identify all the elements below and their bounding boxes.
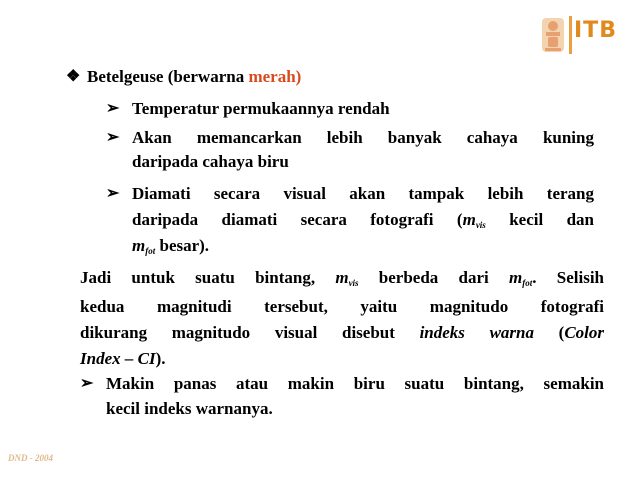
para-l1-text: Jadi untuk suatu bintang, (80, 268, 336, 287)
ganesha-emblem-icon (540, 16, 566, 54)
obs-line3-end: besar). (155, 236, 210, 255)
sub-item-emission-line2: daripada cahaya biru (132, 152, 289, 171)
vis-subscript: vis (348, 278, 359, 288)
sub-item-observation-line1: Diamati secara visual akan tampak lebih terang (132, 184, 594, 203)
item-hotter-line1: Makin panas atau makin biru suatu bintang, semakin (106, 374, 604, 393)
itb-logo (540, 14, 622, 58)
sub-item-observation-line2 (132, 210, 594, 235)
item-hotter-line2: kecil indeks warnanya. (106, 399, 273, 418)
arrow-bullet-icon: ➢ (106, 129, 120, 146)
indeks-warna-term: indeks warna (419, 323, 534, 342)
color-index-term: Index – CI (80, 349, 156, 368)
logo-separator (569, 16, 572, 54)
para-l1-end: . Selisih (532, 268, 604, 287)
para-l3-text: dikurang magnitudo visual disebut (80, 323, 420, 342)
vis-subscript: vis (475, 220, 486, 230)
fot-subscript: fot (145, 246, 156, 256)
logo-text: ITB (574, 18, 617, 43)
obs-line2-text: daripada diamati secara fotografi ( (132, 210, 463, 229)
fot-subscript: fot (522, 278, 533, 288)
m-symbol: m (335, 268, 349, 287)
paragraph-line4 (80, 349, 166, 369)
diamond-bullet-icon: ❖ (66, 68, 81, 85)
sub-item-temperature: Temperatur permukaannya rendah (132, 99, 390, 118)
paragraph-line3 (80, 323, 604, 343)
arrow-bullet-icon: ➢ (106, 185, 120, 202)
m-symbol: m (509, 268, 523, 287)
para-l3-paren: ( (534, 323, 565, 342)
paragraph-line2: kedua magnitudi tersebut, yaitu magnitudo fotografi (80, 297, 604, 316)
item-betelgeuse (87, 67, 301, 87)
m-symbol: m (132, 236, 146, 255)
para-l1-mid: berbeda dari (358, 268, 510, 287)
para-l4-end: ). (155, 349, 166, 368)
obs-line2-end: kecil dan (485, 210, 594, 229)
paragraph-line1 (80, 268, 604, 293)
sub-item-emission-line1: Akan memancarkan lebih banyak cahaya kuning (132, 128, 594, 147)
sub-item-observation-line3 (132, 236, 209, 261)
footer-credit: DND - 2004 (8, 453, 53, 463)
m-symbol: m (462, 210, 476, 229)
arrow-bullet-icon: ➢ (80, 375, 94, 392)
item-betelgeuse-text: Betelgeuse (berwarna (87, 67, 249, 86)
item-betelgeuse-red: merah) (248, 67, 302, 86)
arrow-bullet-icon: ➢ (106, 100, 120, 117)
color-term: Color (564, 323, 605, 342)
